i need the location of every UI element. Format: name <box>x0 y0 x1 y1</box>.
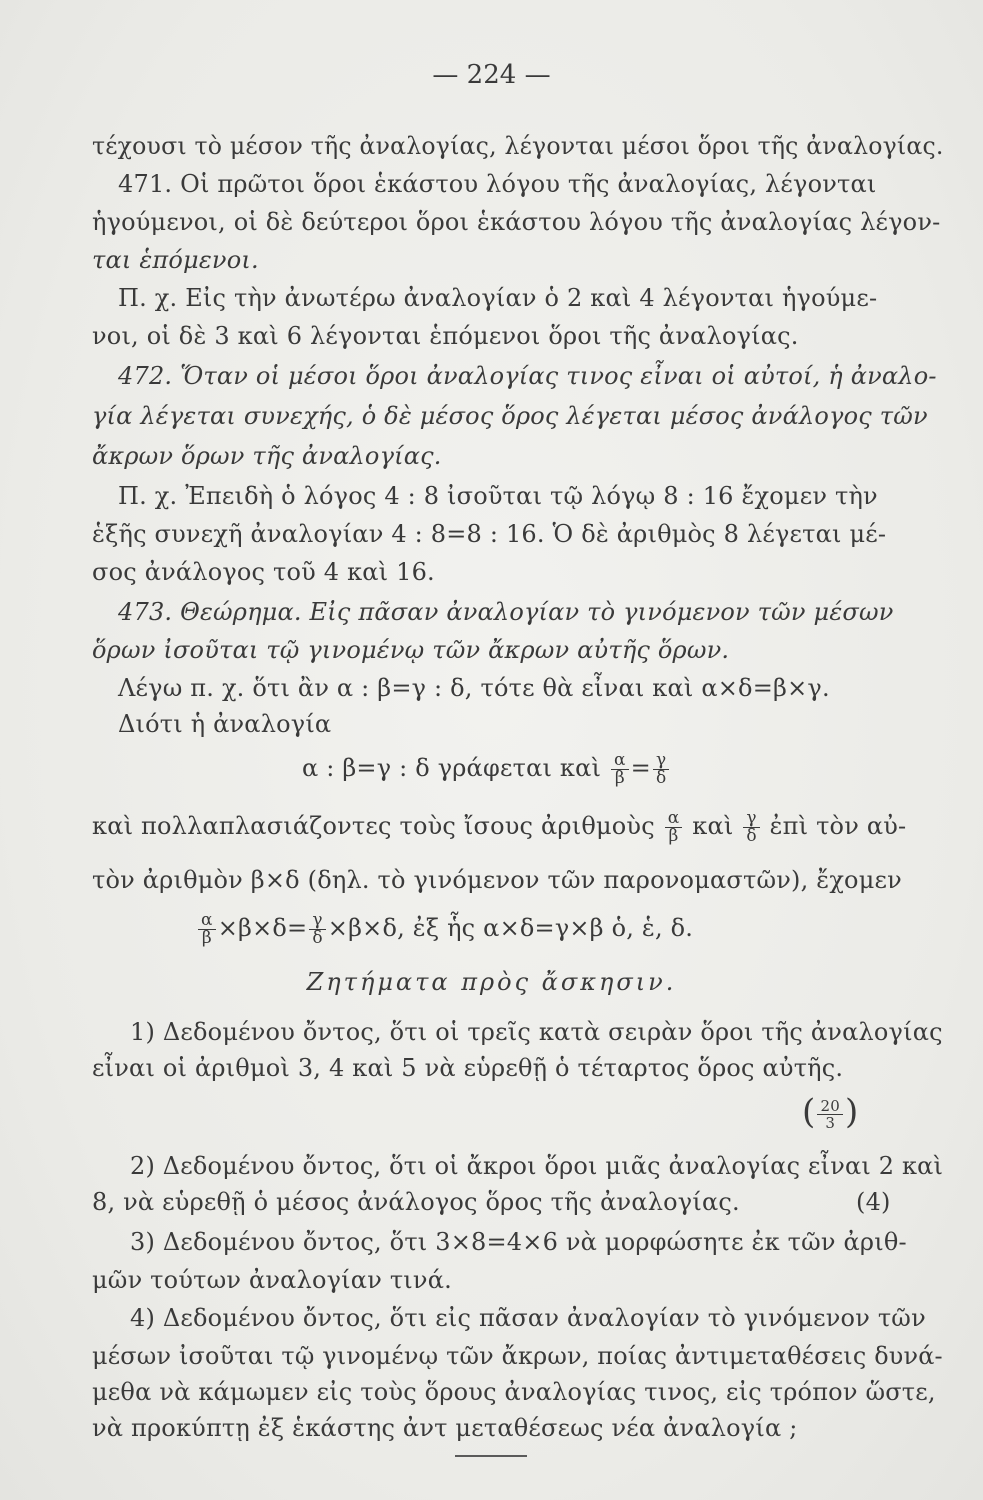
text-line-6: νοι, οἱ δὲ 3 καὶ 6 λέγονται ἑπόμενοι ὅροι τῆς ἀναλογίας. <box>92 322 799 350</box>
text-line-9: ἄκρων ὅρων τῆς ἀναλογίας. <box>92 442 442 470</box>
equation-line-1: α : β=γ : δ γράφεται καὶ $\frac{\alpha}{\beta}$ = $\frac{\gamma}{\delta}$ <box>302 752 671 787</box>
text-line-18: τὸν ἀριθμὸν β×δ (δηλ. τὸ γινόμενον τῶν παρονομαστῶν), ἔχομεν <box>92 866 902 894</box>
exercise-1-line-1: 1) Δεδομένου ὄντος, ὅτι οἱ τρεῖς κατὰ σειρὰν ὅροι τῆς ἀναλογίας <box>130 1018 943 1046</box>
text-line-8: γία λέγεται συνεχής, ὁ δὲ μέσος ὅρος λέγεται μέσος ἀνάλογος τῶν <box>92 402 928 430</box>
exercise-2-line-1: 2) Δεδομένου ὄντος, ὅτι οἱ ἄκροι ὅροι μιᾶς ἀναλογίας εἶναι 2 καὶ <box>130 1152 944 1180</box>
exercise-3-line-1: 3) Δεδομένου ὄντος, ὅτι 3×8=4×6 νὰ μορφώσητε ἐκ τῶν ἀριθ- <box>130 1228 907 1256</box>
text-line-14: ὅρων ἰσοῦται τῷ γινομένῳ τῶν ἄκρων αὐτῆς ὅρων. <box>92 636 730 664</box>
fraction-answer: $\frac{20}{3}$ <box>817 1098 843 1131</box>
text-line-11: ἑξῆς συνεχῆ ἀναλογίαν 4 : 8=8 : 16. Ὁ δὲ ἀριθμὸς 8 λέγεται μέ- <box>92 520 887 548</box>
text-line-2: 471. Οἱ πρῶτοι ὅροι ἑκάστου λόγου τῆς ἀναλογίας, λέγονται <box>118 170 877 198</box>
fraction-gamma-delta: $\frac{\gamma}{\delta}$ <box>309 912 325 947</box>
text-line-13: 473. Θεώρημα. Εἰς πᾶσαν ἀναλογίαν τὸ γινόμενον τῶν μέσων <box>118 598 894 626</box>
text-line-16: Διότι ἡ ἀναλογία <box>118 710 332 738</box>
exercise-4-line-4: νὰ προκύπτῃ ἐξ ἑκάστης ἀντ μεταθέσεως νέα ἀναλογία ; <box>92 1414 798 1442</box>
page-number: — 224 — <box>432 60 551 90</box>
fraction-alpha-beta: $\frac{\alpha}{\beta}$ <box>611 752 629 787</box>
text-line-10: Π. χ. Ἐπειδὴ ὁ λόγος 4 : 8 ἰσοῦται τῷ λόγῳ 8 : 16 ἔχομεν τὴν <box>118 482 878 510</box>
text-line-7: 472. Ὅταν οἱ μέσοι ὅροι ἀναλογίας τινος εἶναι οἱ αὐτοί, ἡ ἀναλο- <box>118 362 937 390</box>
exercise-3-line-2: μῶν τούτων ἀναλογίαν τινά. <box>92 1266 452 1294</box>
text-line-17: καὶ πολλαπλασιάζοντες τοὺς ἴσους ἀριθμοὺς $\frac{\alpha}{\beta}$ καὶ $\frac{\gamma}{\delta}$ ἐπὶ τὸν αὐ- <box>92 808 907 846</box>
fraction-alpha-beta: $\frac{\alpha}{\beta}$ <box>665 810 683 845</box>
equation-line-2: $\frac{\alpha}{\beta}$ ×β×δ= $\frac{\gamma}{\delta}$ ×β×δ, ἐξ ἧς α×δ=γ×β ὁ, ἑ, δ. <box>196 912 693 947</box>
text-line-3: ἡγούμενοι, οἱ δὲ δεύτεροι ὅροι ἑκάστου λόγου τῆς ἀναλογίας λέγον- <box>92 208 941 236</box>
text-line-12: σος ἀνάλογος τοῦ 4 καὶ 16. <box>92 558 435 586</box>
text-line-15: Λέγω π. χ. ὅτι ἂν α : β=γ : δ, τότε θὰ εἶναι καὶ α×δ=β×γ. <box>118 674 830 702</box>
fraction-gamma-delta: $\frac{\gamma}{\delta}$ <box>653 752 669 787</box>
exercise-4-line-1: 4) Δεδομένου ὄντος, ὅτι εἰς πᾶσαν ἀναλογίαν τὸ γινόμενον τῶν <box>130 1304 926 1332</box>
exercise-4-line-2: μέσων ἰσοῦται τῷ γινομένῳ τῶν ἄκρων, ποίας ἀντιμεταθέσεις δυνά- <box>92 1342 943 1370</box>
exercise-2-answer: (4) <box>856 1188 891 1216</box>
exercises-heading: Ζητήματα πρὸς ἄσκησιν. <box>306 968 677 996</box>
equation-text: α : β=γ : δ γράφεται καὶ <box>302 754 602 782</box>
exercise-1-line-2: εἶναι οἱ ἀριθμοὶ 3, 4 καὶ 5 νὰ εὑρεθῇ ὁ τέταρτος ὅρος αὐτῆς. <box>92 1054 844 1082</box>
exercise-4-line-3: μεθα νὰ κάμωμεν εἰς τοὺς ὅρους ἀναλογίας τινος, εἰς τρόπον ὥστε, <box>92 1378 936 1406</box>
fraction-alpha-beta: $\frac{\alpha}{\beta}$ <box>198 912 216 947</box>
exercise-1-answer: ( $\frac{20}{3}$ ) <box>802 1092 859 1132</box>
footer-rule <box>455 1455 527 1457</box>
text-line-1: τέχουσι τὸ μέσον τῆς ἀναλογίας, λέγονται μέσοι ὅροι τῆς ἀναλογίας. <box>92 132 944 160</box>
exercise-2-line-2: 8, νὰ εὑρεθῇ ὁ μέσος ἀνάλογος ὅρος τῆς ἀναλογίας. <box>92 1188 740 1216</box>
text-line-4: ται ἑπόμενοι. <box>92 246 259 274</box>
text-line-5: Π. χ. Εἰς τὴν ἀνωτέρω ἀναλογίαν ὁ 2 καὶ 4 λέγονται ἡγούμε- <box>118 284 878 312</box>
fraction-gamma-delta: $\frac{\gamma}{\delta}$ <box>743 810 759 845</box>
